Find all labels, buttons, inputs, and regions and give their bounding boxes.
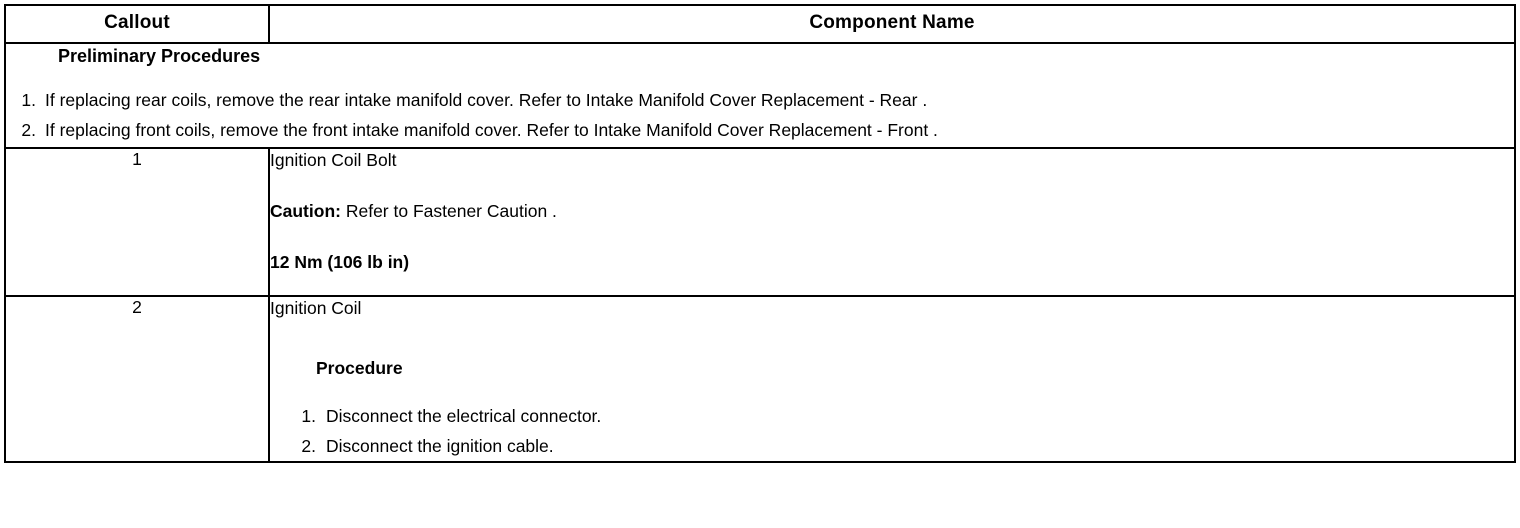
list-item xyxy=(6,115,1514,145)
list-item xyxy=(6,85,1514,115)
list-item-number: 1. xyxy=(21,90,36,110)
component-cell-2 xyxy=(269,296,1515,462)
caution-label: Caution: xyxy=(270,200,341,221)
torque-spec: 12 Nm (106 lb in) xyxy=(270,251,410,272)
list-item-number: 1. xyxy=(301,405,316,426)
procedure-title: Procedure xyxy=(316,357,403,378)
callout-number-2: 2 xyxy=(5,296,269,462)
preliminary-procedures-row xyxy=(5,43,1515,148)
caution-text: Refer to Fastener Caution . xyxy=(340,200,557,221)
component-name: Ignition Coil xyxy=(270,298,362,319)
list-item-number: 2. xyxy=(21,120,36,141)
list-item-text: Disconnect the electrical connector. xyxy=(326,405,602,426)
list-item xyxy=(270,431,1514,461)
header-label-component: Component Name xyxy=(809,12,975,33)
table-row xyxy=(5,296,1515,462)
list-item-text: If replacing rear coils, remove the rear intake manifold cover. Refer to Intake Manifold Cover Replacement - Rear . xyxy=(45,90,928,110)
component-table xyxy=(4,4,1516,463)
list-item-text: Disconnect the ignition cable. xyxy=(326,436,554,457)
caution-note xyxy=(270,200,1514,223)
callout-number-1: 1 xyxy=(5,148,269,296)
table-row xyxy=(5,148,1515,296)
list-item-text: If replacing front coils, remove the front intake manifold cover. Refer to Intake Manifold Cover Replacement - Front . xyxy=(45,120,938,141)
header-cell-callout xyxy=(5,5,269,43)
list-item-number: 2. xyxy=(301,436,316,457)
component-name: Ignition Coil Bolt xyxy=(270,150,397,171)
table-header-row xyxy=(5,5,1515,43)
component-cell-1 xyxy=(269,148,1515,296)
header-label-callout: Callout xyxy=(104,12,170,33)
preliminary-procedures-list xyxy=(6,85,1514,145)
list-item xyxy=(270,401,1514,431)
preliminary-procedures-cell xyxy=(5,43,1515,148)
procedure-list xyxy=(270,401,1514,461)
preliminary-procedures-title: Preliminary Procedures xyxy=(58,46,261,66)
header-cell-component xyxy=(269,5,1515,43)
